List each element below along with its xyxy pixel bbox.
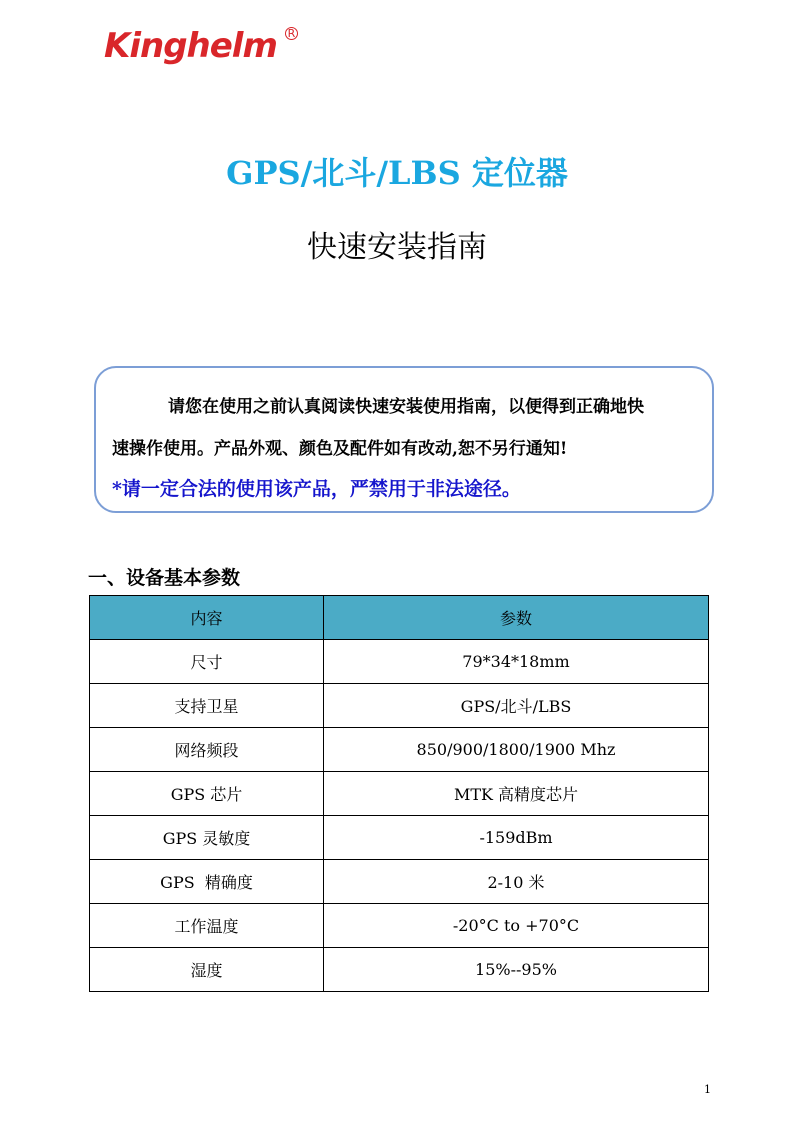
notice-box — [94, 366, 714, 513]
row-value: 79*34*18mm — [324, 640, 709, 684]
table-header-row — [90, 596, 709, 640]
row-value: GPS/北斗/LBS — [324, 684, 709, 728]
row-label: GPS 芯片 — [90, 772, 324, 816]
row-value: 15%--95% — [324, 948, 709, 992]
section-heading: 一、设备基本参数 — [88, 567, 241, 589]
row-label: 网络频段 — [90, 728, 324, 772]
parameters-table — [89, 595, 709, 992]
row-value: -20°C to +70°C — [324, 904, 709, 948]
document-subtitle: 快速安装指南 — [307, 230, 487, 265]
row-label: 尺寸 — [90, 640, 324, 684]
brand-logo: Kinghelm — [104, 26, 277, 66]
row-value: 2-10 米 — [324, 860, 709, 904]
row-label: 支持卫星 — [90, 684, 324, 728]
row-value: -159dBm — [324, 816, 709, 860]
table-row — [90, 640, 709, 684]
table-row — [90, 948, 709, 992]
row-label: 工作温度 — [90, 904, 324, 948]
table-row — [90, 728, 709, 772]
notice-line-1: 请您在使用之前认真阅读快速安装使用指南，以便得到正确地快 — [168, 397, 644, 417]
column-header-parameter: 参数 — [324, 596, 709, 640]
row-value: MTK 高精度芯片 — [324, 772, 709, 816]
table-row — [90, 684, 709, 728]
registered-mark-icon: R — [285, 27, 298, 40]
row-label: 湿度 — [90, 948, 324, 992]
document-title: GPS/北斗/LBS 定位器 — [226, 154, 568, 192]
notice-line-2: 速操作使用。产品外观、颜色及配件如有改动,恕不另行通知! — [112, 439, 568, 459]
row-value: 850/900/1800/1900 Mhz — [324, 728, 709, 772]
row-label: GPS 精确度 — [90, 860, 324, 904]
page-number: 1 — [704, 1083, 711, 1096]
column-header-content: 内容 — [90, 596, 324, 640]
table-row — [90, 772, 709, 816]
table-row — [90, 904, 709, 948]
table-row — [90, 816, 709, 860]
table-row — [90, 860, 709, 904]
legal-warning: *请一定合法的使用该产品，严禁用于非法途径。 — [112, 478, 521, 500]
row-label: GPS 灵敏度 — [90, 816, 324, 860]
